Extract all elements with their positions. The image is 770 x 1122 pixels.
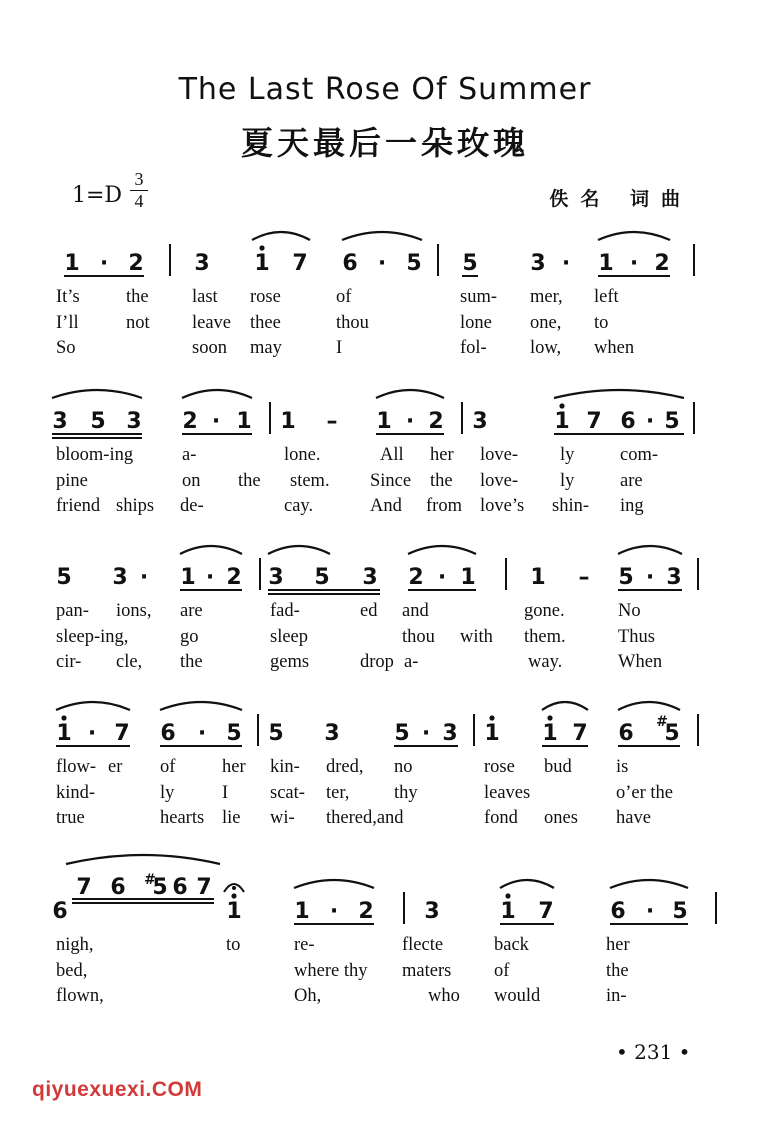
tie-slur [376,390,444,398]
lyric-syllable: in- [606,986,627,1006]
lyric-syllable: dred, [326,757,364,777]
lyric-syllable: I’ll [56,313,79,333]
note: 1 [530,565,546,590]
lyric-syllable: are [180,601,203,621]
dash-extender: – [578,565,590,590]
note: 2 [358,899,374,924]
note: 5 [664,721,680,746]
lyric-syllable: sum- [460,287,497,307]
lyric-syllable: gone. [524,601,565,621]
note: 1 [180,565,196,590]
high-octave-dot [559,403,564,408]
note: 1 [376,409,392,434]
lyric-syllable: ly [560,471,575,491]
note: 2 [408,565,424,590]
note: 6 [618,721,634,746]
note: 3 [52,409,68,434]
lyric-syllable: pine [56,471,88,491]
lyric-syllable: on [182,471,201,491]
note: 6 [342,251,358,276]
title-chinese: 夏天最后一朵玫瑰 [240,124,529,162]
lyric-syllable: of [494,961,510,981]
augmentation-dot: · [87,721,97,746]
high-octave-dot [547,715,552,720]
lyric-syllable: er [108,757,123,777]
lyric-syllable: fol- [460,338,487,358]
lyric-syllable: flown, [56,986,104,1006]
high-octave-dot [61,715,66,720]
lyric-syllable: and [402,601,429,621]
lyric-syllable: thy [394,783,418,803]
lyric-syllable: with [460,627,493,647]
lyric-syllable: the [180,652,203,672]
lyric-syllable: o’er the [616,783,674,803]
lyric-syllable: It’s [56,287,80,307]
lyric-syllable: gems [270,652,310,672]
time-signature-bottom: 4 [134,191,144,211]
lyric-syllable: ter, [326,783,350,803]
tie-slur [610,880,688,888]
note: 1 [236,409,252,434]
note: 1 [226,899,242,924]
lyric-syllable: leave [192,313,232,333]
tie-slur [408,546,476,554]
note: 2 [654,251,670,276]
lyric-syllable: one, [530,313,562,333]
augmentation-dot: · [437,565,447,590]
lyric-syllable: nigh, [56,935,94,955]
lyric-syllable: low, [530,338,562,358]
lyric-syllable: her [222,757,246,777]
note: 6 [620,409,636,434]
note: 3 [362,565,378,590]
lyric-syllable: sleep-ing, [56,627,129,647]
note: 3 [442,721,458,746]
lyric-syllable: thou [336,313,369,333]
augmentation-dot: · [205,565,215,590]
lyric-syllable: sleep [270,627,309,647]
lyric-syllable: ed [360,601,378,621]
lyric-syllable: may [250,338,282,358]
lyric-syllable: cle, [116,652,143,672]
augmentation-dot: · [329,899,339,924]
grace-note: 5 [152,875,168,900]
lyric-syllable: who [428,986,460,1006]
lyric-syllable: have [616,808,651,828]
lyric-syllable: de- [180,496,204,516]
augmentation-dot: · [377,251,387,276]
lyric-syllable: flow- [56,757,97,777]
lyric-syllable: ships [116,496,155,516]
lyric-syllable: way. [528,652,563,672]
lyric-syllable: bed, [56,961,88,981]
augmentation-dot: · [99,251,109,276]
dash-extender: – [326,409,338,434]
title-english: The Last Rose Of Summer [178,72,592,107]
lyric-syllable: lone [460,313,492,333]
note: 3 [126,409,142,434]
lyric-syllable: scat- [270,783,305,803]
lyric-syllable: not [126,313,150,333]
lyric-syllable: kin- [270,757,300,777]
lyric-syllable: com- [620,445,659,465]
lyric-syllable: cay. [284,496,314,516]
note: 5 [462,251,478,276]
note: 1 [64,251,80,276]
note: 1 [254,251,270,276]
lyric-syllable: I [222,783,229,803]
lyric-syllable: love’s [480,496,525,516]
note: 7 [292,251,308,276]
lyric-syllable: to [226,935,241,955]
lyric-syllable: thered,and [326,808,404,828]
tie-slur [66,855,220,864]
high-octave-dot [231,893,236,898]
grace-note: 7 [196,875,212,900]
lyric-syllable: ly [560,445,575,465]
lyric-syllable: cir- [56,652,82,672]
tie-slur [542,702,588,710]
watermark: qiyuexuexi.COM [32,1078,203,1101]
grace-note: 6 [172,875,188,900]
tie-slur [252,232,310,240]
lyric-syllable: thou [402,627,435,647]
note: 2 [182,409,198,434]
composer-credit: 佚名 词曲 [549,188,692,210]
note: 6 [160,721,176,746]
lyric-syllable: love- [480,445,519,465]
note: 2 [428,409,444,434]
lyric-syllable: rose [250,287,281,307]
lyric-syllable: last [192,287,218,307]
lyric-syllable: a- [404,652,419,672]
tie-slur [182,390,252,398]
note: 7 [114,721,130,746]
sharp-sign: # [656,714,668,730]
page-number: • 231 • [616,1040,691,1064]
lyric-syllable: ions, [116,601,152,621]
lyric-syllable: no [394,757,413,777]
note: 6 [52,899,68,924]
lyric-syllable: re- [294,935,315,955]
note: 1 [460,565,476,590]
augmentation-dot: · [421,721,431,746]
lyric-syllable: mer, [530,287,563,307]
key-signature: 1=D [72,183,123,208]
lyric-syllable: to [594,313,609,333]
lyric-syllable: the [126,287,149,307]
tie-slur [180,546,242,554]
note: 6 [610,899,626,924]
grace-note: 6 [110,875,126,900]
tie-slur [268,546,330,554]
lyric-syllable: No [618,601,641,621]
lyric-syllable: maters [402,961,452,981]
lyric-syllable: rose [484,757,515,777]
lyric-syllable: hearts [160,808,205,828]
lyric-syllable: ly [160,783,175,803]
augmentation-dot: · [561,251,571,276]
lyric-syllable: left [594,287,619,307]
lyric-syllable: back [494,935,529,955]
note: 5 [664,409,680,434]
lyric-syllable: where thy [294,961,368,981]
high-octave-dot [489,715,494,720]
lyric-syllable: go [180,627,199,647]
lyric-syllable: from [426,496,462,516]
lyric-syllable: All [380,445,404,465]
tie-slur [500,880,554,888]
lyric-syllable: true [56,808,85,828]
lyric-syllable: the [238,471,261,491]
lyric-syllable: love- [480,471,519,491]
note: 1 [56,721,72,746]
note: 3 [424,899,440,924]
tie-slur [554,390,684,398]
lyric-syllable: bloom-ing [56,445,134,465]
lyric-syllable: Since [370,471,412,491]
note: 5 [90,409,106,434]
lyric-syllable: And [370,496,402,516]
augmentation-dot: · [629,251,639,276]
note: 7 [586,409,602,434]
lyric-syllable: the [606,961,629,981]
lyric-syllable: of [336,287,352,307]
tie-slur [598,232,670,240]
lyric-syllable: are [620,471,643,491]
lyric-syllable: stem. [290,471,330,491]
lyric-syllable: is [616,757,629,777]
lyric-syllable: Thus [618,627,655,647]
note: 1 [598,251,614,276]
sharp-sign: # [144,872,156,888]
lyric-syllable: bud [544,757,572,777]
note: 3 [194,251,210,276]
augmentation-dot: · [645,899,655,924]
note: 5 [394,721,410,746]
augmentation-dot: · [405,409,415,434]
lyric-syllable: pan- [56,601,89,621]
tie-slur [52,390,142,398]
lyric-syllable: lone. [284,445,321,465]
lyric-syllable: fad- [270,601,300,621]
note: 7 [572,721,588,746]
lyric-syllable: wi- [270,808,295,828]
tie-slur [618,702,680,710]
note: 2 [226,565,242,590]
augmentation-dot: · [139,565,149,590]
note: 3 [530,251,546,276]
lyric-syllable: her [606,935,630,955]
note: 1 [280,409,296,434]
time-signature-top: 3 [134,169,144,189]
note: 5 [672,899,688,924]
tie-slur [160,702,242,710]
lyric-syllable: I [336,338,343,358]
note: 1 [294,899,310,924]
tie-slur [618,546,682,554]
lyric-syllable: fond [484,808,518,828]
lyric-syllable: them. [524,627,566,647]
lyric-syllable: When [618,652,663,672]
note: 1 [554,409,570,434]
lyric-syllable: her [430,445,454,465]
lyric-syllable: flecte [402,935,444,955]
lyric-syllable: thee [250,313,281,333]
lyric-syllable: soon [192,338,227,358]
note: 2 [128,251,144,276]
lyric-syllable: ing [620,496,644,516]
fermata-dot [232,886,236,890]
augmentation-dot: · [645,565,655,590]
note: 3 [268,565,284,590]
lyric-syllable: ones [544,808,578,828]
note: 3 [472,409,488,434]
tie-slur [342,232,422,240]
note: 3 [112,565,128,590]
lyric-syllable: lie [222,808,241,828]
note: 1 [484,721,500,746]
note: 5 [618,565,634,590]
note: 5 [56,565,72,590]
high-octave-dot [259,245,264,250]
lyric-syllable: of [160,757,176,777]
note: 5 [268,721,284,746]
lyric-syllable: leaves [484,783,531,803]
lyric-syllable: a- [182,445,197,465]
lyric-syllable: kind- [56,783,96,803]
note: 1 [500,899,516,924]
note: 5 [314,565,330,590]
augmentation-dot: · [645,409,655,434]
note: 7 [538,899,554,924]
lyric-syllable: drop [360,652,394,672]
note: 5 [226,721,242,746]
lyric-syllable: when [594,338,635,358]
lyric-syllable: shin- [552,496,589,516]
tie-slur [294,880,374,888]
note: 3 [324,721,340,746]
note: 3 [666,565,682,590]
tie-slur [56,702,130,710]
note: 1 [542,721,558,746]
note: 5 [406,251,422,276]
lyric-syllable: the [430,471,453,491]
high-octave-dot [505,893,510,898]
lyric-syllable: Oh, [294,986,322,1006]
augmentation-dot: · [211,409,221,434]
lyric-syllable: would [494,986,541,1006]
lyric-syllable: friend [56,496,101,516]
lyric-syllable: So [56,338,76,358]
grace-note: 7 [76,875,92,900]
augmentation-dot: · [197,721,207,746]
